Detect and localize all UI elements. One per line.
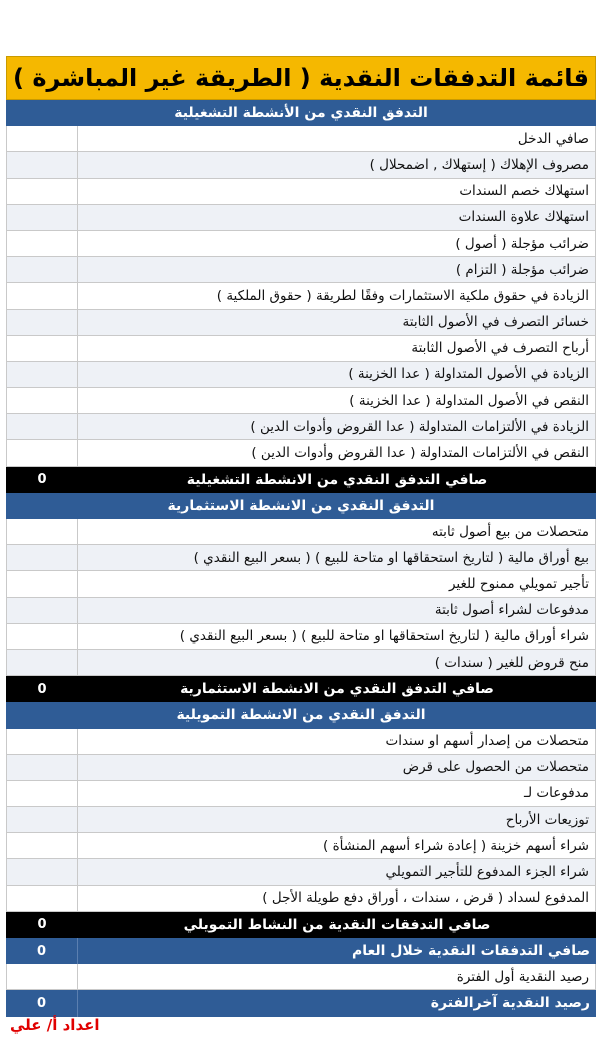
table-row [6,807,596,833]
table-row [6,859,596,885]
opening-balance-row [6,964,596,990]
amount-cell[interactable] [6,152,78,177]
row-label: النقص في الألتزامات المتداولة ( عدا القروض وأدوات الدين ) [251,445,589,462]
row-label: بيع أوراق مالية ( لتاريخ استحقاقها او متاحة للبيع ) ( بسعر البيع النقدي ) [193,549,589,566]
closing-balance-row [6,990,596,1016]
total-value: 0 [37,472,47,488]
amount-cell[interactable] [6,598,78,623]
amount-cell[interactable] [6,833,78,858]
table-row [6,126,596,152]
table-row [6,545,596,571]
table-row [6,650,596,676]
table-row [6,179,596,205]
amount-cell[interactable] [6,781,78,806]
amount-cell[interactable] [6,205,78,230]
row-label: شراء أسهم خزينة ( إعادة شراء أسهم المنشأة ) [323,837,589,854]
row-label: النقص في الأصول المتداولة ( عدا الخزينة ) [349,392,589,409]
section-header-label: التدفق النقدي من الأنشطة التشغيلية [174,105,428,122]
row-label: مدفوعات لشراء أصول ثابتة [434,602,589,619]
author-credit: اعداد أ/ علي [10,1016,100,1034]
operating-total-row [6,467,596,493]
table-row [6,257,596,283]
cash-flow-statement [6,56,596,1017]
table-row [6,755,596,781]
row-label: مدفوعات لـ [524,785,589,802]
net-change-label: صافي التدفقات النقدية خلال العام [351,943,590,960]
row-label: المدفوع لسداد ( قرض ، سندات ، أوراق دفع طويلة الأجل ) [262,890,589,907]
operating-section-header [6,100,596,126]
amount-cell[interactable] [6,231,78,256]
row-label: توزيعات الأرباح [505,811,589,828]
table-row [6,205,596,231]
net-change-value: 0 [6,938,78,964]
financing-total-row [6,912,596,938]
row-label: شراء أوراق مالية ( لتاريخ استحقاقها او متاحة للبيع ) ( بسعر البيع النقدي ) [179,628,589,645]
table-row [6,362,596,388]
amount-cell[interactable] [6,126,78,151]
amount-cell[interactable] [6,414,78,439]
financing-items [6,729,596,912]
amount-cell[interactable] [6,519,78,544]
row-label: الزيادة في الألتزامات المتداولة ( عدا القروض وأدوات الدين ) [250,418,589,435]
investing-section-header [6,493,596,519]
amount-cell[interactable] [6,729,78,754]
total-value: 0 [37,917,47,933]
investing-total-row [6,676,596,702]
table-row [6,152,596,178]
amount-cell[interactable] [6,571,78,596]
row-label: متحصلات من الحصول على قرض [402,759,589,776]
amount-cell[interactable] [6,257,78,282]
row-label: ضرائب مؤجلة ( أصول ) [455,235,589,252]
closing-balance-value: 0 [6,990,78,1016]
net-change-row [6,938,596,964]
row-label: صافي الدخل [517,130,589,147]
table-row [6,310,596,336]
amount-cell[interactable] [6,283,78,308]
total-value: 0 [37,681,47,697]
financing-section-header [6,702,596,728]
amount-cell[interactable] [6,755,78,780]
amount-cell[interactable] [6,179,78,204]
row-label: الزيادة في حقوق ملكية الاستثمارات وفقًا لطريقة ( حقوق الملكية ) [216,287,589,304]
opening-balance-label: رصيد النقدية أول الفترة [456,968,589,985]
total-label: صافي التدفقات النقدية من النشاط التمويلي [183,916,491,933]
row-label: أرباح التصرف في الأصول الثابتة [411,340,589,357]
table-row [6,414,596,440]
table-row [6,886,596,912]
table-row [6,833,596,859]
row-label: شراء الجزء المدفوع للتأجير التمويلي [385,864,589,881]
amount-cell[interactable] [6,624,78,649]
section-header-label: التدفق النقدي من الانشطة التمويلية [176,707,426,724]
table-row [6,624,596,650]
amount-cell[interactable] [6,336,78,361]
table-row [6,519,596,545]
row-label: خسائر التصرف في الأصول الثابتة [402,314,589,331]
row-label: منح قروض للغير ( سندات ) [434,654,589,671]
table-row [6,336,596,362]
closing-balance-label: رصيد النقدية آخرالفترة [430,995,590,1012]
total-label: صافي التدفق النقدي من الانشطة الاستثمارية [180,681,494,698]
table-row [6,598,596,624]
amount-cell[interactable] [6,886,78,911]
amount-cell[interactable] [6,362,78,387]
amount-cell[interactable] [6,440,78,465]
section-header-label: التدفق النقدي من الانشطة الاستثمارية [167,497,435,514]
row-label: متحصلات من بيع أصول ثابته [431,523,589,540]
row-label: ضرائب مؤجلة ( التزام ) [455,261,589,278]
row-label: تأجير تمويلي ممنوح للغير [448,575,589,592]
statement-title: قائمة التدفقات النقدية ( الطريقة غير المباشرة ) [6,56,596,100]
row-label: استهلاك خصم السندات [459,183,589,200]
table-row [6,571,596,597]
investing-items [6,519,596,676]
operating-items [6,126,596,466]
table-row [6,781,596,807]
row-label: الزيادة في الأصول المتداولة ( عدا الخزينة ) [348,366,589,383]
total-label: صافي التدفق النقدي من الانشطة التشغيلية [186,471,488,488]
amount-cell[interactable] [6,807,78,832]
row-label: استهلاك علاوة السندات [458,209,589,226]
amount-cell[interactable] [6,310,78,335]
amount-cell[interactable] [6,388,78,413]
table-row [6,283,596,309]
table-row [6,388,596,414]
table-row [6,231,596,257]
amount-cell[interactable] [6,545,78,570]
table-row [6,440,596,466]
amount-cell[interactable] [6,650,78,675]
row-label: مصروف الإهلاك ( إستهلاك , اضمحلال ) [369,156,589,173]
table-row [6,729,596,755]
opening-balance-value[interactable] [6,964,78,989]
amount-cell[interactable] [6,859,78,884]
row-label: متحصلات من إصدار أسهم او سندات [385,733,589,750]
